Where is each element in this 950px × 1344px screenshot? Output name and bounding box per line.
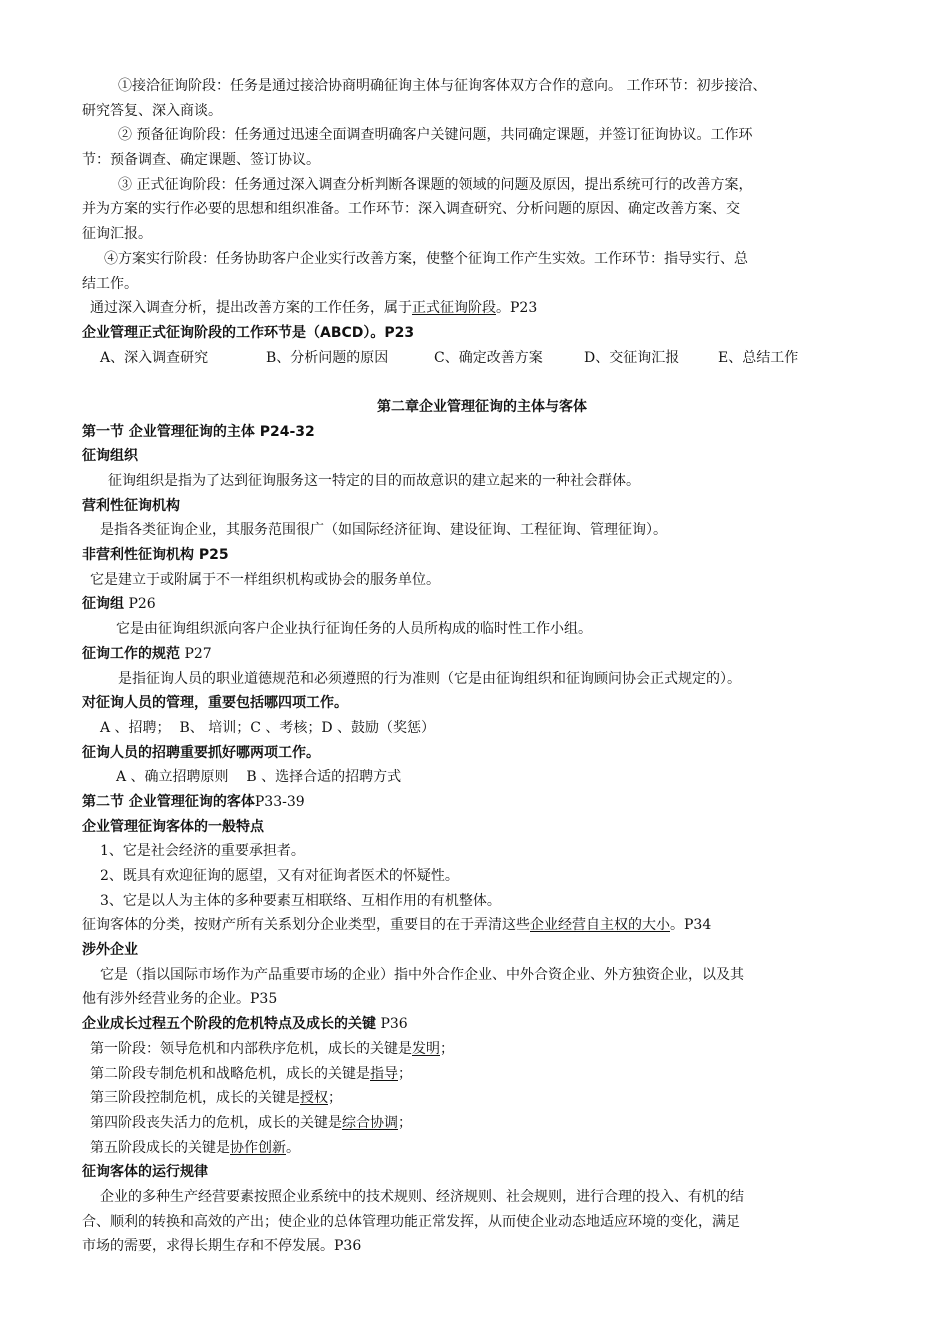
growth-title-row [82, 1012, 882, 1037]
classification-answer: 企业经营自主权的大小 [530, 917, 670, 934]
stage-3-line-2: 并为方案的实行作必要的思想和组织准备。工作环节：深入调查研究、分析问题的原因、确定改善方案、交 [82, 201, 740, 218]
growth-key: 发明 [412, 1040, 440, 1057]
def-for-profit: 是指各类征询企业，其服务范围很广（如国际经济征询、建设征询、工程征询、管理征询）。 [100, 522, 667, 539]
term-norms: 征询工作的规范 [82, 645, 180, 662]
section-1-heading: 第一节 企业管理征询的主体 P24-32 [82, 423, 315, 440]
stage-2-line-2: 节：预备调查、确定课题、签订协议。 [82, 152, 320, 169]
term-consulting-group-row [82, 592, 882, 617]
answer-recruitment: A 、确立招聘原则 B 、选择合适的招聘方式 [116, 769, 402, 786]
law-line-2: 合、顺利的转换和高效的产出；使企业的总体管理功能正常发挥，从而使企业动态地适应环境的变化，满足 [82, 1213, 740, 1230]
term-foreign-enterprise: 涉外企业 [82, 942, 138, 959]
term-norms-page: P27 [180, 645, 212, 662]
stage-3-line-3: 征询汇报。 [82, 226, 152, 243]
growth-title: 企业成长过程五个阶段的危机特点及成长的关键 [82, 1016, 376, 1033]
law-title: 征询客体的运行规律 [82, 1164, 208, 1181]
def-consulting-group: 它是由征询组织派向客户企业执行征询任务的人员所构成的临时性工作小组。 [116, 621, 592, 638]
growth-stage: 第四阶段丧失活力的危机，成长的关键是综合协调； [90, 1114, 412, 1131]
question-page: 。P23 [496, 300, 538, 317]
answer-underlined: 正式征询阶段 [412, 300, 496, 317]
term-consulting-group-page: P26 [124, 596, 156, 613]
option-d: D、交征询汇报 [584, 349, 680, 366]
options-row [82, 346, 882, 371]
features-title: 企业管理征询客体的一般特点 [82, 818, 264, 835]
term-consulting-organization: 征询组织 [82, 448, 138, 465]
stage-3-line-1: ③ 正式征询阶段：任务通过深入调查分析判断各课题的领域的问题及原因，提出系统可行的改善方案， [118, 176, 753, 193]
term-norms-row [82, 642, 882, 667]
option-e: E、总结工作 [718, 349, 799, 366]
question-formal-stage [82, 296, 882, 321]
law-line-1: 企业的多种生产经营要素按照企业系统中的技术规则、经济规则、社会规则，进行合理的投入、有机的结 [100, 1188, 744, 1205]
question-recruitment: 征询人员的招聘重要抓好哪两项工作。 [82, 744, 320, 761]
question-text: 通过深入调查分析，提出改善方案的工作任务，属于 [90, 300, 412, 317]
term-for-profit: 营利性征询机构 [82, 497, 180, 514]
growth-key: 综合协调 [342, 1114, 398, 1131]
feature-item: 2、既具有欢迎征询的愿望，又有对征询者医术的怀疑性。 [100, 868, 459, 884]
classification-sentence [82, 913, 882, 938]
feature-item: 3、它是以人为主体的多种要素互相联络、互相作用的有机整体。 [100, 892, 501, 909]
def-foreign-line-1: 它是（指以国际市场作为产品重要市场的企业）指中外合作企业、中外合资企业、外方独资企业，以及其 [100, 966, 744, 983]
term-non-profit: 非营利性征询机构 P25 [82, 547, 229, 564]
document-page [82, 74, 882, 1259]
question-formal-steps-title: 企业管理正式征询阶段的工作环节是（ABCD）。P23 [82, 324, 415, 341]
classification-text: 征询客体的分类，按财产所有关系划分企业类型，重要目的在于弄清这些 [82, 917, 530, 934]
feature-item: 1、它是社会经济的重要承担者。 [100, 843, 305, 860]
option-a: A、深入调查研究 [100, 349, 209, 366]
growth-stage: 第三阶段控制危机，成长的关键是授权； [90, 1090, 342, 1107]
term-consulting-group: 征询组 [82, 596, 124, 613]
stage-4-line-2: 结工作。 [82, 275, 138, 292]
stage-4-line-1: ④方案实行阶段：任务协助客户企业实行改善方案，使整个征询工作产生实效。工作环节：指导实行、总 [104, 250, 748, 267]
section-2-heading-row [82, 790, 882, 815]
law-line-3: 市场的需要，求得长期生存和不停发展。P36 [82, 1238, 362, 1255]
growth-stage: 第二阶段专制危机和战略危机，成长的关键是指导； [90, 1065, 412, 1082]
growth-stage: 第一阶段：领导危机和内部秩序危机，成长的关键是发明； [90, 1040, 454, 1057]
option-c: C、确定改善方案 [434, 349, 543, 366]
def-non-profit: 它是建立于或附属于不一样组织机构或协会的服务单位。 [90, 571, 440, 588]
growth-key: 指导 [370, 1065, 398, 1082]
chapter-title: 第二章企业管理征询的主体与客体 [377, 398, 587, 415]
growth-page: P36 [376, 1016, 408, 1033]
stage-1-line-1: ①接洽征询阶段：任务是通过接洽协商明确征询主体与征询客体双方合作的意向。 工作环节：初步接洽、 [118, 78, 767, 94]
section-2-page: P33-39 [254, 793, 305, 810]
def-consulting-organization: 征询组织是指为了达到征询服务这一特定的目的而故意识的建立起来的一种社会群体。 [108, 473, 640, 489]
answer-management: A 、招聘； B、 培训；C 、考核；D 、鼓励（奖惩） [100, 719, 436, 736]
growth-stage: 第五阶段成长的关键是协作创新。 [90, 1139, 300, 1156]
stage-1-line-2: 研究答复、深入商谈。 [82, 102, 222, 119]
def-foreign-line-2: 他有涉外经营业务的企业。P35 [82, 991, 278, 1008]
def-norms: 是指征询人员的职业道德规范和必须遵照的行为准则（它是由征询组织和征询顾问协会正式规定的）。 [118, 670, 741, 687]
classification-page: 。P34 [670, 917, 712, 934]
stage-2-line-1: ② 预备征询阶段：任务通过迅速全面调查明确客户关键问题，共同确定课题，并签订征询协议。工作环 [118, 127, 753, 144]
option-b: B、分析问题的原因 [266, 349, 389, 366]
section-2-heading: 第二节 企业管理征询的客体 [82, 793, 255, 810]
growth-key: 授权 [300, 1090, 328, 1107]
growth-key: 协作创新 [230, 1139, 286, 1156]
question-management: 对征询人员的管理，重要包括哪四项工作。 [82, 695, 348, 712]
